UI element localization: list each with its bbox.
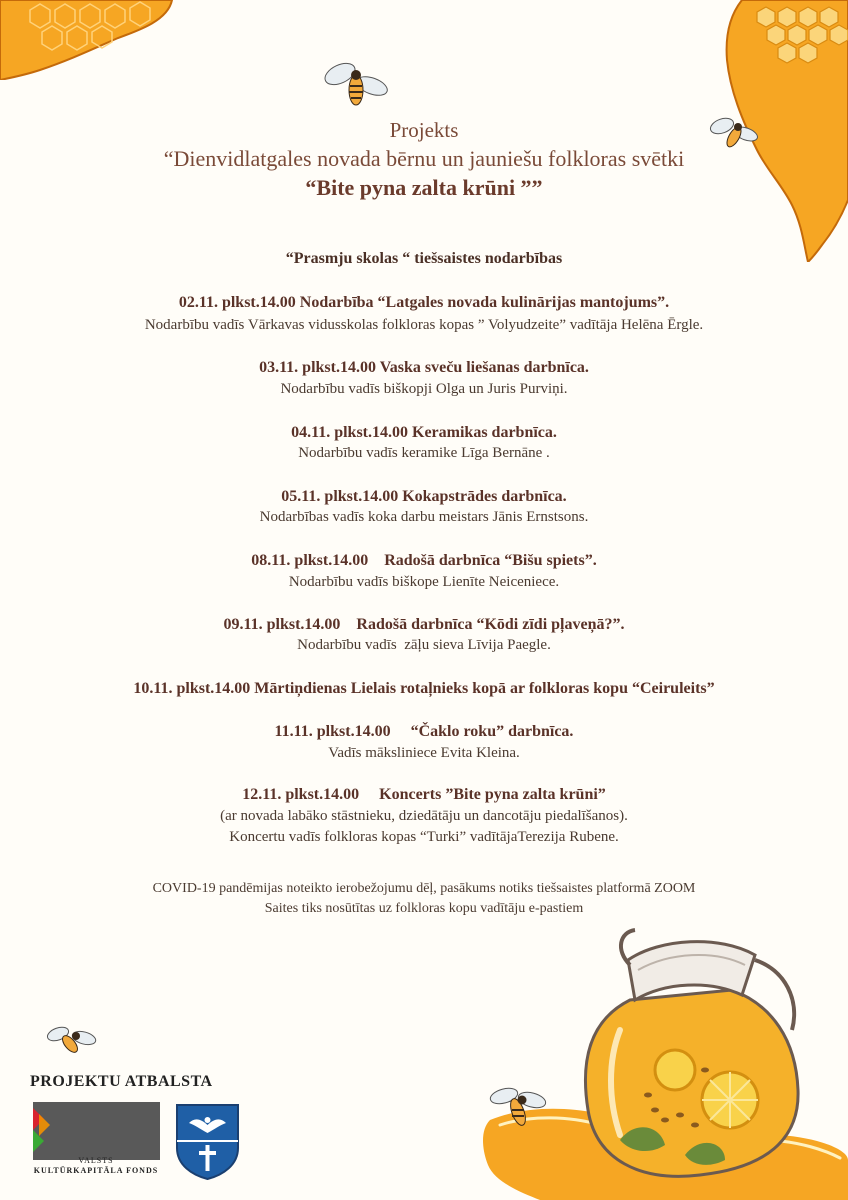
event-title: 04.11. plkst.14.00 Keramikas darbnīca.: [291, 424, 557, 441]
event-title: 10.11. plkst.14.00 Mārtiņdienas Lielais rotaļnieks kopā ar folkloras kopu “Ceiruleits”: [133, 680, 715, 697]
event-description: Nodarbības vadīs koka darbu meistars Jānis Ernstsons.: [259, 509, 589, 525]
event-description: Nodarbību vadīs zāļu sieva Līvija Paegle.: [297, 637, 551, 653]
event-title: 08.11. plkst.14.00 Radošā darbnīca “Bišu spiets”.: [251, 552, 597, 569]
honeycomb-decoration-top-left: [0, 0, 175, 80]
event-title: 09.11. plkst.14.00 Radošā darbnīca “Kōdi zīdi pļaveņā?”.: [223, 616, 625, 633]
event-title: 03.11. plkst.14.00 Vaska sveču liešanas darbnīca.: [259, 359, 589, 376]
bee-icon: [46, 1022, 98, 1058]
event-description: Nodarbību vadīs keramike Līga Bernāne .: [298, 445, 550, 461]
kkf-line2: KULTŪRKAPITĀLA FONDS: [33, 1166, 159, 1175]
event-title: 05.11. plkst.14.00 Kokapstrādes darbnīca.: [281, 488, 567, 505]
event-description: Koncertu vadīs folkloras kopas “Turki” vadītājaTerezija Rubene.: [229, 829, 619, 845]
event-description: (ar novada labāko stāstnieku, dziedātāju un dancotāju piedalīšanos).: [220, 808, 628, 824]
event-description: Nodarbību vadīs biškope Lienīte Neiceniece.: [288, 574, 560, 590]
event-description: Nodarbību vadīs Vārkavas vidusskolas folkloras kopas ” Volyudzeite” vadītāja Helēna Ērgle.: [144, 317, 704, 333]
support-label: PROJEKTU ATBALSTA: [30, 1073, 213, 1090]
kkf-line1: VALSTS: [78, 1156, 114, 1165]
notice-line: Saites tiks nosūtītas uz folkloras kopu vadītāju e-pastiem: [264, 901, 584, 916]
kkf-logo: [30, 1102, 160, 1160]
bee-icon: [488, 1082, 550, 1132]
event-title: 12.11. plkst.14.00 Koncerts ”Bite pyna zalta krūni”: [242, 786, 606, 803]
event-title: 11.11. plkst.14.00 “Čaklo roku” darbnīca.: [274, 723, 574, 740]
event-title: 02.11. plkst.14.00 Nodarbība “Latgales novada kulinārijas mantojums”.: [178, 294, 670, 311]
kkf-logo-text: [30, 1156, 162, 1176]
header-subtitle: “Bite pyna zalta krūni ””: [305, 175, 543, 200]
honey-jar-illustration: [480, 920, 848, 1200]
section-title: “Prasmju skolas “ tiešsaistes nodarbības: [285, 250, 563, 267]
header-project: Projekts: [389, 118, 459, 142]
event-description: Nodarbību vadīs biškopji Olga un Juris Purviņi.: [280, 381, 568, 397]
notice-line: COVID-19 pandēmijas noteikto ierobežojumu dēļ, pasākums notiks tiešsaistes platformā ZOOM: [152, 881, 696, 896]
municipality-crest: [175, 1103, 240, 1181]
bee-icon: [322, 56, 390, 112]
header-title: “Dienvidlatgales novada bērnu un jauniešu folkloras svētki: [163, 146, 685, 171]
event-description: Vadīs māksliniece Evita Kleina.: [328, 745, 520, 761]
